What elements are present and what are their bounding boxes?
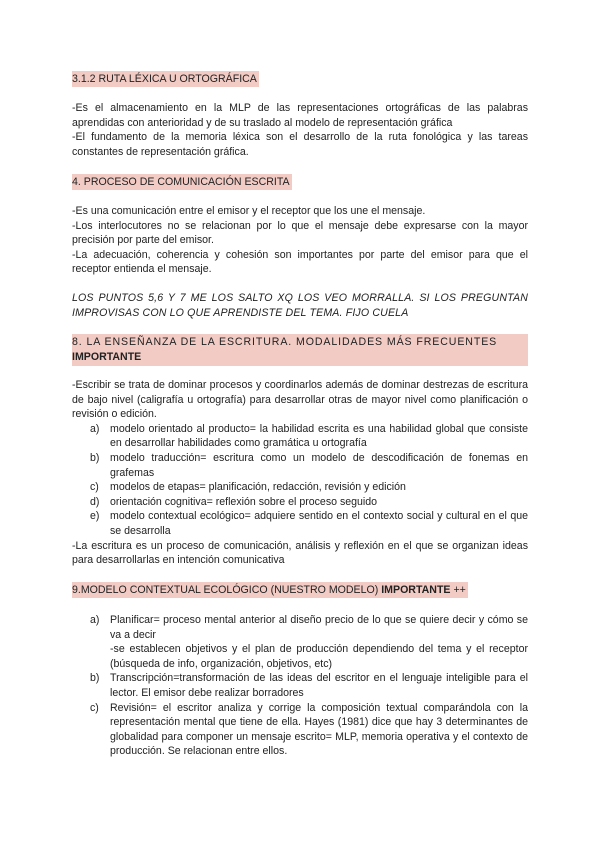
paragraph: -El fundamento de la memoria léxica son el desarrollo de la ruta fonológica y las tareas constantes de representación gráfica. (72, 131, 528, 158)
section-body-4 (72, 204, 528, 277)
model-phases-list (72, 613, 528, 759)
list-item: a) modelo orientado al producto= la habilidad escrita es una habilidad global que consiste en desarrollar habilidades como gramática u ortografía (90, 422, 528, 450)
note-text: LOS PUNTOS 5,6 Y 7 ME LOS SALTO XQ LOS VEO MORRALLA. SI LOS PREGUNTAN IMPROVISAS CON LO QUE APRENDISTE DEL TEMA. FIJO CUELA (72, 292, 528, 319)
list-item: d) orientación cognitiva= reflexión sobre el proceso seguido (90, 495, 378, 508)
section-body-9 (72, 613, 528, 759)
list-item: c) Revisión= el escritor analiza y corrige la composición textual comparándola con la representación mental que tiene de ella. Hayes (1981) dice que hay 3 determinantes de globalidad para componer un mensaje escrito= MLP, memoria operativa y el contexto de producción. Se relacionan entre ellos. (90, 701, 528, 758)
paragraph: -Escribir se trata de dominar procesos y coordinarlos además de dominar destrezas de escritura de bajo nivel (caligrafía u ortografía) para desarrollar otras de mayor nivel como planificación o revisión o edición. (72, 379, 528, 421)
paragraph: -La escritura es un proceso de comunicación, análisis y reflexión en el que se organizan ideas para desarrollarlas en intención comunicativa (72, 539, 528, 567)
paragraph: -Los interlocutores no se relacionan por lo que el mensaje debe expresarse con la mayor precisión por parte del emisor. (72, 219, 528, 247)
heading-text: 8. LA ENSEÑANZA DE LA ESCRITURA. MODALIDADES MÁS FRECUENTES (72, 336, 498, 348)
modalities-list (72, 422, 528, 539)
heading-text: 3.1.2 RUTA LÉXICA U ORTOGRÁFICA (72, 73, 257, 85)
section-heading-4 (72, 174, 292, 190)
list-item-subtext: -se establecen objetivos y el plan de producción dependiendo del tema y el receptor (búsqueda de info, organización, objetivos, etc) (110, 643, 528, 670)
section-heading-3-1-2 (72, 71, 259, 87)
list-item: b) modelo traducción= escritura como un modelo de descodificación de fonemas en grafemas (90, 451, 528, 479)
list-item: a) Planificar= proceso mental anterior al diseño precio de lo que se quiere decir y cómo se va a decir -se establecen objetivos y el plan de producción dependiendo del tema y el receptor (búsqueda de info, organización, objetivos, etc) (90, 614, 528, 670)
paragraph: -Es una comunicación entre el emisor y el receptor que los une el mensaje. (72, 205, 426, 217)
paragraph: -La adecuación, coherencia y cohesión son importantes por parte del emisor para que el receptor entienda el mensaje. (72, 248, 528, 276)
heading-text: 4. PROCESO DE COMUNICACIÓN ESCRITA (72, 176, 290, 188)
list-item: b) Transcripción=transformación de las ideas del escritor en el lenguaje inteligible para el lector. El emisor debe realizar borradores (90, 672, 528, 699)
section-heading-9 (72, 582, 468, 598)
important-label: IMPORTANTE (381, 584, 451, 596)
personal-note (72, 291, 528, 320)
section-body-3-1-2 (72, 101, 528, 159)
list-item: c) modelos de etapas= planificación, redacción, revisión y edición (90, 481, 406, 494)
heading-suffix: ++ (453, 584, 466, 596)
heading-text: 9.MODELO CONTEXTUAL ECOLÓGICO (NUESTRO MODELO) (72, 584, 379, 596)
important-label: IMPORTANTE (72, 351, 142, 363)
section-heading-8 (72, 334, 528, 366)
section-body-8 (72, 378, 528, 568)
list-item: e) modelo contextual ecológico= adquiere sentido en el contexto social y cultural en el que se desarrolla (90, 510, 528, 537)
paragraph: -Es el almacenamiento en la MLP de las representaciones ortográficas de las palabras aprendidas con anterioridad y de su traslado al modelo de representación gráfica (72, 102, 528, 129)
